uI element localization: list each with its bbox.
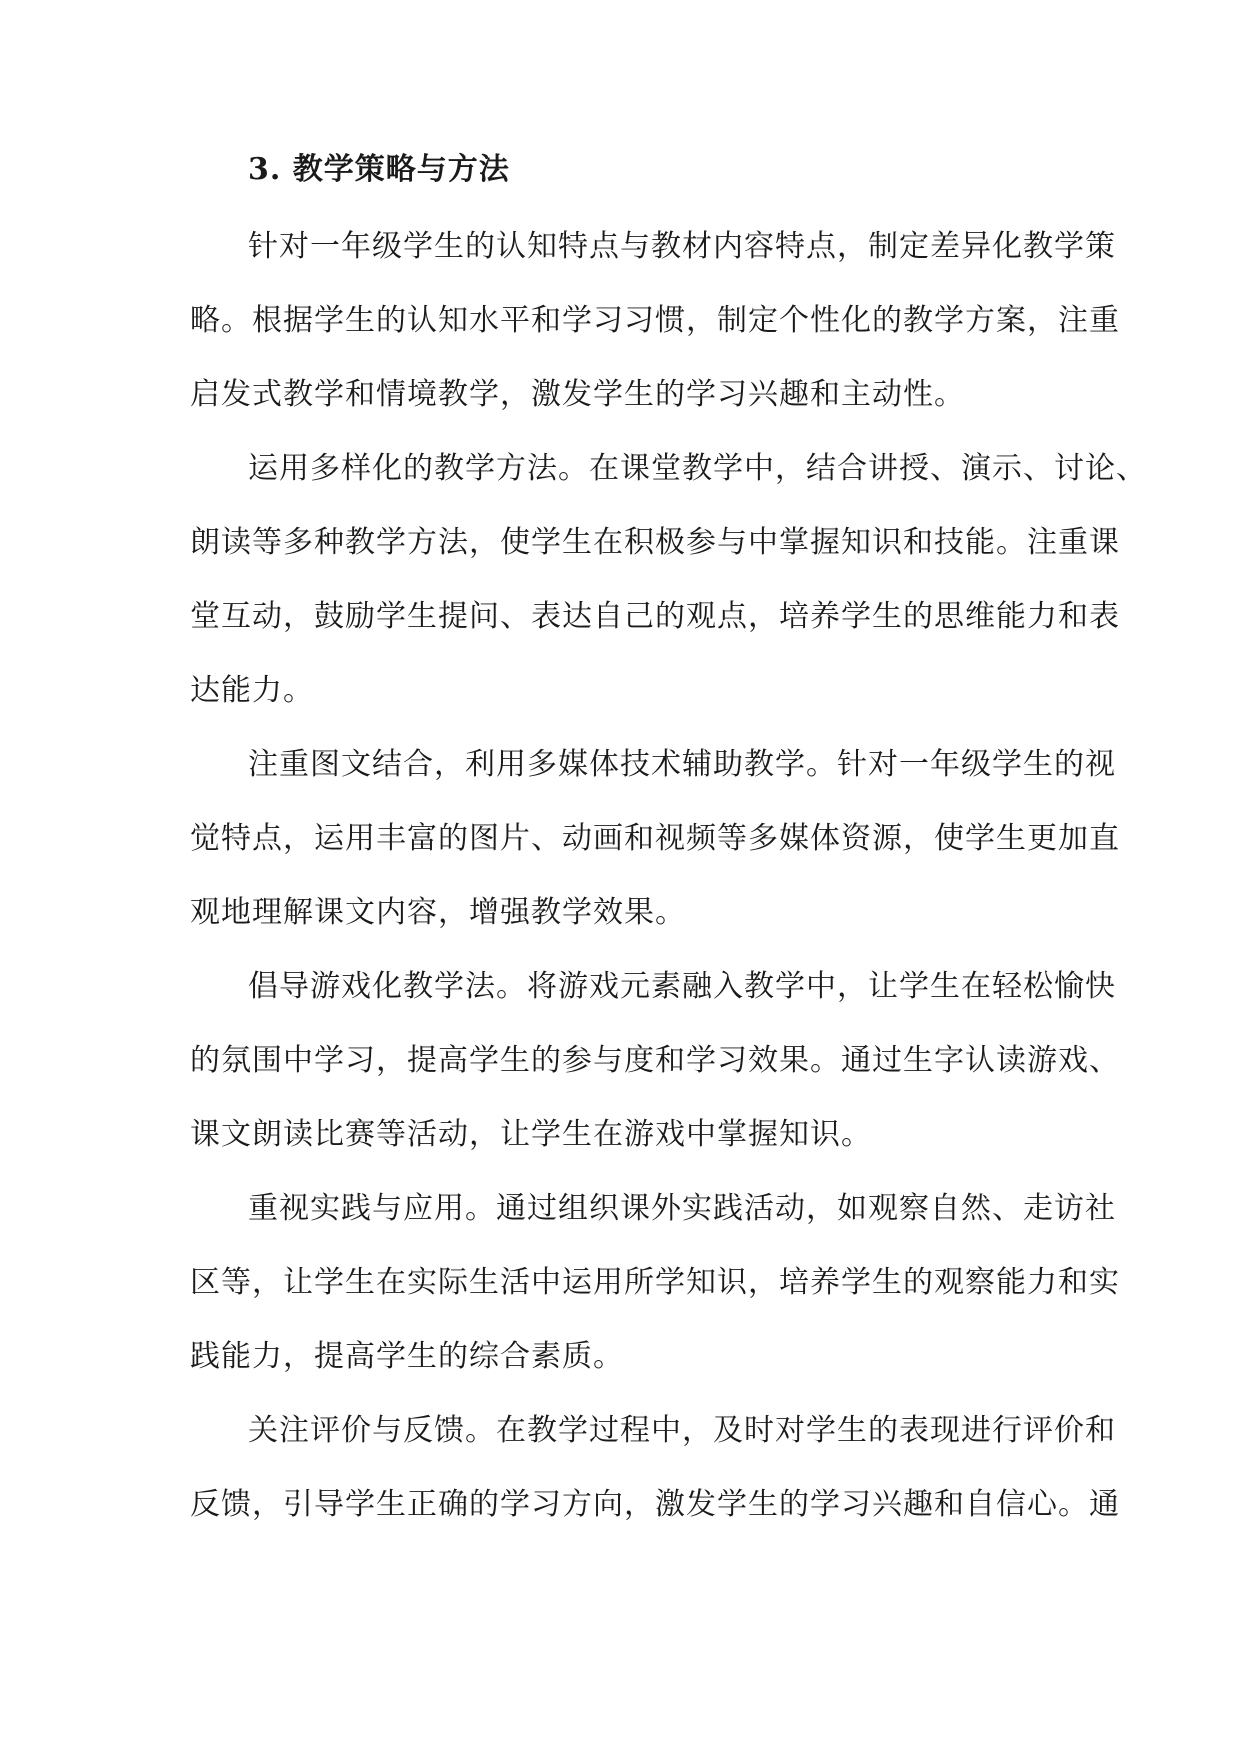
text-line: 运用多样化的教学方法。在课堂教学中，结合讲授、演示、讨论、 <box>248 451 1147 486</box>
text-line: 践能力，提高学生的综合素质。 <box>190 1339 624 1374</box>
text-line: 关注评价与反馈。在教学过程中，及时对学生的表现进行评价和 <box>248 1413 1116 1448</box>
body-text <box>190 224 1147 1556</box>
text-line: 觉特点，运用丰富的图片、动画和视频等多媒体资源，使学生更加直 <box>190 821 1120 856</box>
text-line: 的氛围中学习，提高学生的参与度和学习效果。通过生字认读游戏、 <box>190 1043 1120 1078</box>
text-line: 略。根据学生的认知水平和学习习惯，制定个性化的教学方案，注重 <box>190 303 1120 338</box>
text-line: 朗读等多种教学方法，使学生在积极参与中掌握知识和技能。注重课 <box>190 525 1120 560</box>
text-line: 针对一年级学生的认知特点与教材内容特点，制定差异化教学策 <box>248 229 1116 264</box>
text-line: 达能力。 <box>190 673 314 708</box>
text-line: 反馈，引导学生正确的学习方向，激发学生的学习兴趣和自信心。通 <box>190 1487 1120 1522</box>
text-line: 启发式教学和情境教学，激发学生的学习兴趣和主动性。 <box>190 377 965 412</box>
section-heading: 3. 教学策略与方法 <box>248 152 510 187</box>
text-line: 注重图文结合，利用多媒体技术辅助教学。针对一年级学生的视 <box>248 747 1116 782</box>
text-line: 倡导游戏化教学法。将游戏元素融入教学中，让学生在轻松愉快 <box>248 969 1116 1004</box>
text-line: 观地理解课文内容，增强教学效果。 <box>190 895 686 930</box>
text-line: 课文朗读比赛等活动，让学生在游戏中掌握知识。 <box>190 1117 872 1152</box>
text-line: 区等，让学生在实际生活中运用所学知识，培养学生的观察能力和实 <box>190 1265 1120 1300</box>
text-line: 重视实践与应用。通过组织课外实践活动，如观察自然、走访社 <box>248 1191 1116 1226</box>
text-line: 堂互动，鼓励学生提问、表达自己的观点，培养学生的思维能力和表 <box>190 599 1120 634</box>
